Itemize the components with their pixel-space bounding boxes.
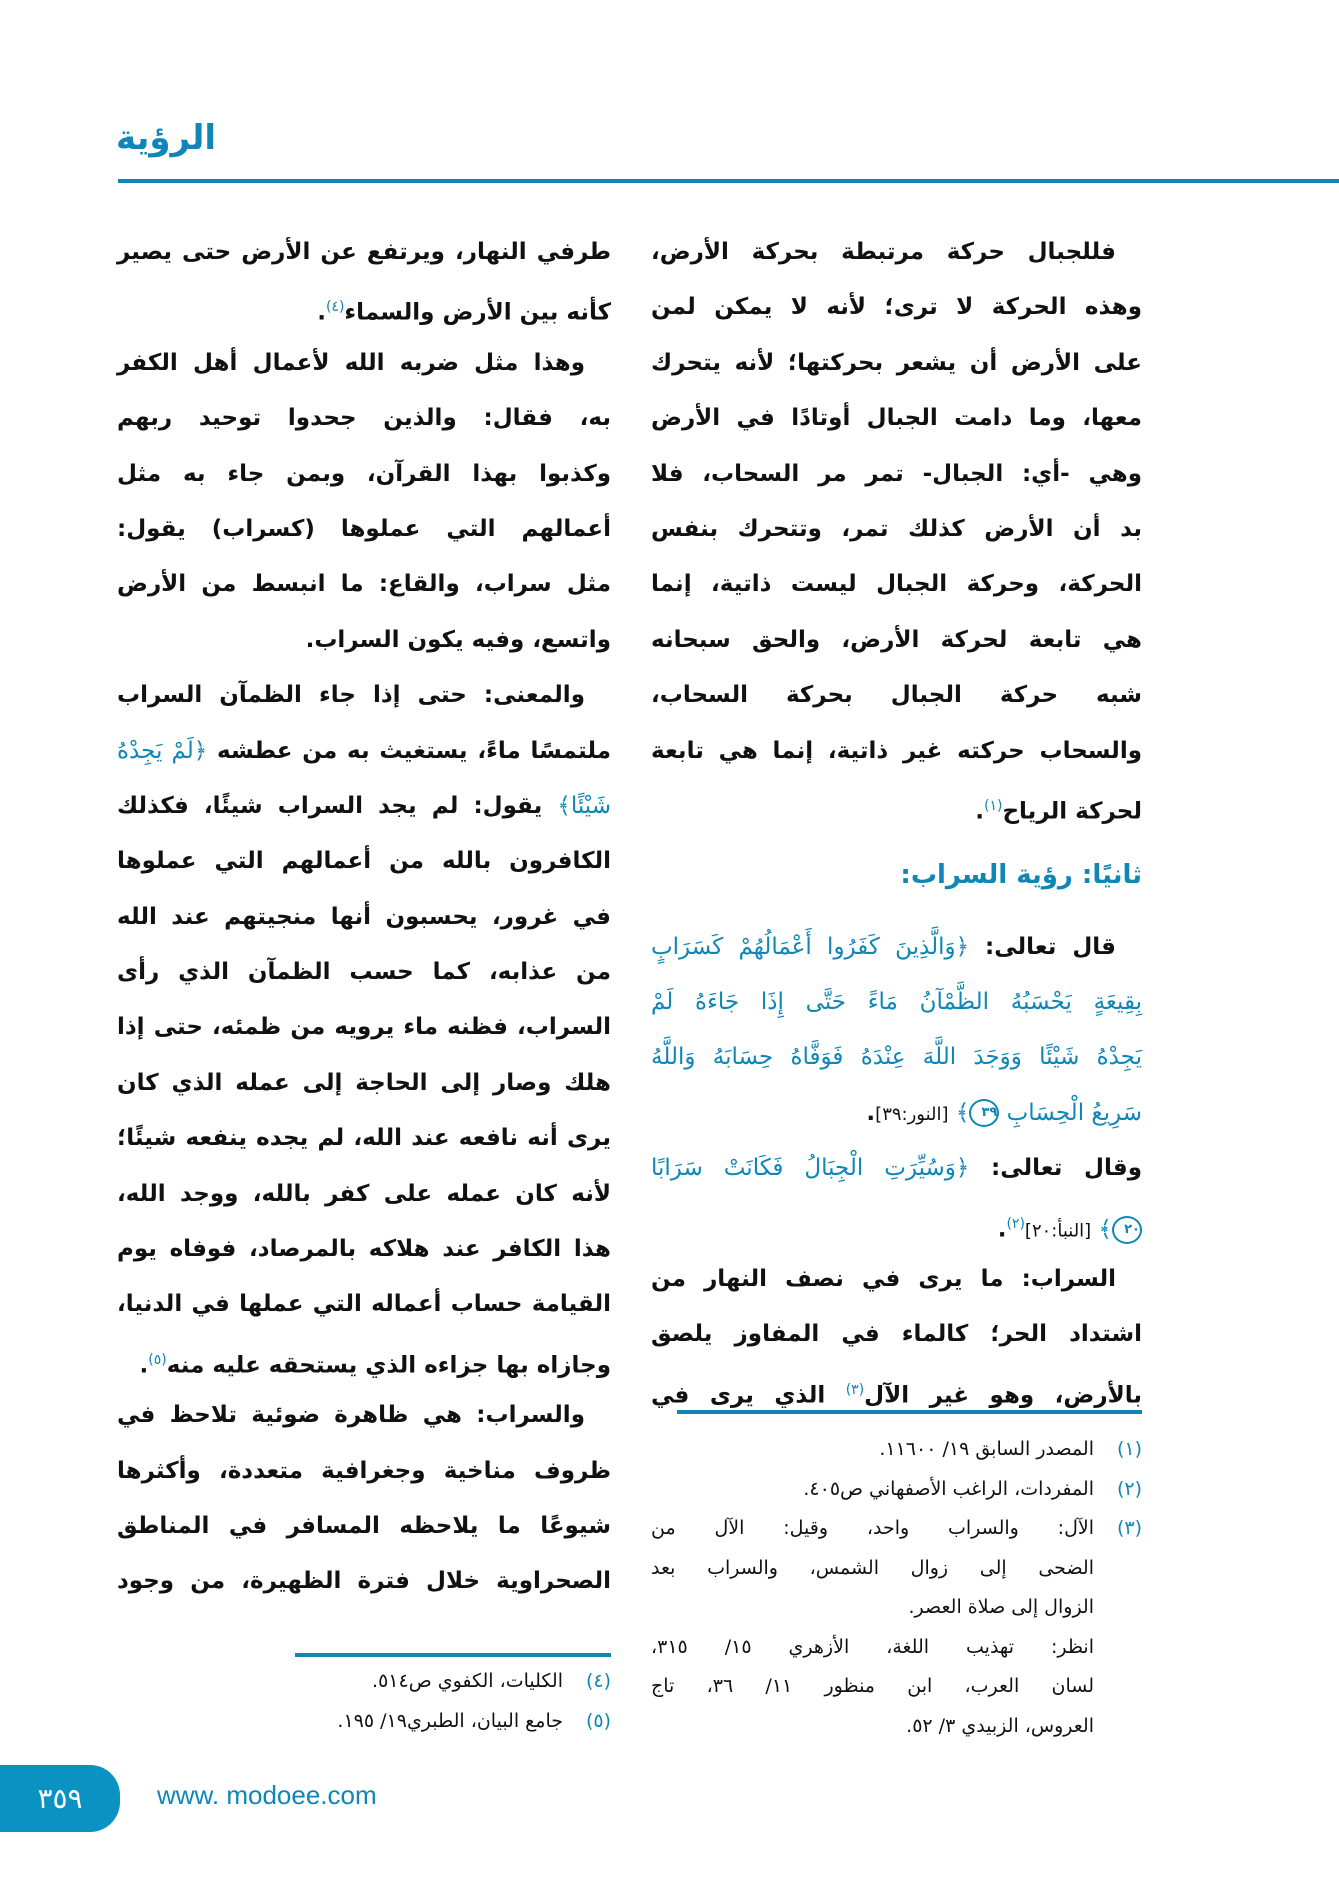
- text-segment: أعمالهم التي عملوها (كسراب) يقول:: [117, 515, 611, 542]
- text-segment: هذا الكافر عند هلاكه بالمرصاد، فوفاه يوم: [117, 1236, 611, 1263]
- text-segment: مثل سراب، والقاع: ما انبسط من الأرض: [117, 571, 611, 598]
- text-segment: وجازاه بها جزاءه الذي يستحقه عليه منه: [166, 1352, 611, 1379]
- footnote-ref[interactable]: (٤): [325, 299, 345, 316]
- text-segment: اشتداد الحر؛ كالماء في المفاوز يلصق: [651, 1321, 1142, 1348]
- page-number: ٣٥٩: [37, 1782, 83, 1815]
- quran-verse: بِقِيعَةٍ يَحْسَبُهُ الظَّمْآنُ مَاءً حَتَّى إِذَا جَاءَهُ لَمْ: [651, 989, 1142, 1016]
- text-segment: وهذا مثل ضربه الله لأعمال أهل الكفر: [117, 349, 585, 376]
- footnotes-left: [117, 1662, 611, 1741]
- text-line: [117, 1111, 611, 1166]
- text-line: [651, 1086, 1142, 1141]
- footnote-ref[interactable]: (١): [984, 797, 1003, 814]
- footnote-separator: [295, 1653, 611, 1657]
- text-segment: واتسع، وفيه يكون السراب.: [305, 626, 611, 653]
- text-line: [117, 1499, 611, 1554]
- text-line: [117, 557, 611, 612]
- text-line: [651, 391, 1142, 446]
- text-segment: وهي -أي: الجبال- تمر مر السحاب، فلا: [651, 460, 1142, 487]
- text-line: [117, 890, 611, 945]
- text-segment: يرى أنه نافعه عند الله، لم يجده ينفعه شيئًا؛: [117, 1125, 611, 1152]
- text-segment: والسحاب حركته غير ذاتية، إنما هي تابعة: [651, 737, 1142, 764]
- text-line: [651, 280, 1142, 335]
- text-line: [651, 779, 1142, 834]
- quran-verse: ﴿لَمْ يَجِدْهُ: [117, 737, 208, 764]
- footnote: [117, 1702, 611, 1742]
- text-line: [117, 1444, 611, 1499]
- text-segment: لحركة الرياح: [1002, 798, 1142, 825]
- text-segment: وقال تعالى:: [969, 1155, 1142, 1182]
- text-line: [651, 447, 1142, 502]
- text-segment: في غرور، يحسبون أنها منجيتهم عند الله: [117, 903, 611, 930]
- text-segment: لأنه كان عمله على كفر بالله، ووجد الله،: [117, 1180, 611, 1207]
- footnote: [117, 1662, 611, 1702]
- text-line: [651, 668, 1142, 723]
- text-segment: بد أن الأرض كذلك تمر، وتتحرك بنفس: [651, 515, 1142, 542]
- website-url[interactable]: www. modoee.com: [157, 1780, 377, 1810]
- footnote-number: (٢): [1116, 1477, 1142, 1500]
- text-line: [651, 557, 1142, 612]
- footnote-text: انظر: تهذيب اللغة، الأزهري ١٥/ ٣١٥،: [651, 1635, 1094, 1658]
- text-line: [117, 502, 611, 557]
- quran-verse: سَرِيعُ الْحِسَابِ: [999, 1099, 1142, 1126]
- text-line: [117, 1056, 611, 1111]
- running-header-title: الرؤية: [116, 118, 217, 158]
- text-line: [651, 613, 1142, 668]
- footnote: [651, 1470, 1142, 1510]
- text-line: [117, 280, 611, 335]
- text-line: [117, 391, 611, 446]
- footnote-number: (٣): [1116, 1517, 1142, 1539]
- verse-reference: [النور:٣٩]: [875, 1103, 949, 1125]
- quran-verse: ﴿وَالَّذِينَ كَفَرُوا أَعْمَالُهُمْ كَسَرَابٍ: [651, 933, 970, 960]
- text-segment: .: [317, 300, 326, 327]
- verse-number-marker: ٣٩: [969, 1099, 999, 1127]
- text-line: [651, 1307, 1142, 1362]
- text-line: [117, 668, 611, 723]
- text-line: [117, 447, 611, 502]
- text-segment: هي تابعة لحركة الأرض، والحق سبحانه: [651, 626, 1142, 653]
- footnote-text: لسان العرب، ابن منظور ١١/ ٣٦، تاج: [651, 1675, 1094, 1697]
- text-line: [117, 336, 611, 391]
- text-line: [117, 834, 611, 889]
- text-segment: يقول: لم يجد السراب شيئًا، فكذلك: [117, 792, 558, 819]
- footnote-text: العروس، الزبيدي ٣/ ٥٢.: [906, 1714, 1094, 1737]
- text-segment: والسراب: هي ظاهرة ضوئية تلاحظ في: [117, 1402, 585, 1429]
- text-line: [117, 1167, 611, 1222]
- footnote-number: (٥): [585, 1709, 611, 1732]
- left-column: [117, 225, 611, 1610]
- text-segment: شيوعًا ما يلاحظه المسافر في المناطق: [117, 1512, 611, 1539]
- footnote: [651, 1430, 1142, 1470]
- text-segment: .: [139, 1352, 149, 1379]
- footnote-text: الضحى إلى زوال الشمس، والسراب بعد: [651, 1556, 1094, 1579]
- text-segment: على الأرض أن يشعر بحركتها؛ لأنه يتحرك: [651, 349, 1142, 376]
- text-line: [651, 1030, 1142, 1085]
- text-line: [651, 920, 1142, 975]
- footnote-text: الزوال إلى صلاة العصر.: [908, 1596, 1094, 1618]
- text-segment: وكذبوا بهذا القرآن، وبمن جاء به مثل: [117, 460, 611, 487]
- text-line: [117, 1388, 611, 1443]
- footnote-number: (٤): [585, 1670, 611, 1692]
- text-segment: السراب: ما يرى في نصف النهار من: [651, 1266, 1116, 1293]
- text-line: [651, 225, 1142, 280]
- text-segment: من عذابه، كما حسب الظمآن الذي رأى: [117, 959, 611, 986]
- text-segment: ملتمسًا ماءً، يستغيث به من عطشه: [207, 737, 611, 764]
- text-segment: كأنه بين الأرض والسماء: [344, 300, 611, 327]
- verse-reference: [النبأ:٢٠]: [1024, 1220, 1092, 1242]
- text-segment: .: [866, 1099, 876, 1126]
- text-line: [117, 1554, 611, 1609]
- text-segment: الصحراوية خلال فترة الظهيرة، من وجود: [117, 1568, 611, 1595]
- text-line: [651, 502, 1142, 557]
- text-segment: وهذه الحركة لا ترى؛ لأنه لا يمكن لمن: [651, 294, 1142, 321]
- text-segment: هلك وصار إلى الحاجة إلى عمله الذي كان: [117, 1069, 611, 1096]
- footnote-ref[interactable]: (٥): [148, 1351, 167, 1368]
- text-line: [117, 225, 611, 280]
- text-segment: القيامة حساب أعماله التي عملها في الدنيا،: [117, 1291, 611, 1318]
- text-segment: شبه حركة الجبال بحركة السحاب،: [651, 682, 1142, 709]
- verse-number-marker: ٢٠: [1112, 1216, 1142, 1244]
- text-segment: بالأرض، وهو غير الآل: [864, 1382, 1142, 1409]
- header-rule: [118, 179, 1339, 183]
- text-segment: الحركة، وحركة الجبال ليست ذاتية، إنما: [651, 571, 1142, 598]
- text-segment: الكافرون بالله من أعمالهم التي عملوها: [117, 848, 611, 875]
- section-heading: [651, 848, 1142, 903]
- text-line: [651, 336, 1142, 391]
- footnote-number: (١): [1116, 1438, 1142, 1460]
- footnote-text: جامع البيان، الطبري١٩/ ١٩٥.: [337, 1709, 563, 1732]
- text-line: [651, 1141, 1142, 1196]
- footnote-ref[interactable]: (٢): [1006, 1215, 1025, 1232]
- text-line: [117, 779, 611, 834]
- text-line: [117, 1222, 611, 1277]
- text-segment: والمعنى: حتى إذا جاء الظمآن السراب: [117, 682, 585, 709]
- footnote: [651, 1509, 1142, 1746]
- text-segment: به، فقال: والذين جحدوا توحيد ربهم: [117, 405, 611, 432]
- right-column: [651, 225, 1142, 1418]
- footnotes-right: [651, 1430, 1142, 1746]
- text-line: [117, 613, 611, 668]
- footnote-text: المفردات، الراغب الأصفهاني ص٤٠٥.: [803, 1477, 1094, 1500]
- text-line: [651, 1252, 1142, 1307]
- text-line: [651, 724, 1142, 779]
- text-segment: طرفي النهار، ويرتفع عن الأرض حتى يصير: [117, 239, 611, 265]
- quran-verse: ﴿وَسُيِّرَتِ الْجِبَالُ فَكَانَتْ سَرَابًا: [651, 1155, 970, 1182]
- quran-verse: شَيْئًا﴾: [557, 792, 611, 819]
- text-segment: .: [997, 1216, 1007, 1243]
- text-segment: الذي يرى في: [651, 1382, 846, 1409]
- text-line: [651, 975, 1142, 1030]
- text-line: [117, 1000, 611, 1055]
- text-segment: ظروف مناخية وجغرافية متعددة، وأكثرها: [117, 1457, 611, 1484]
- text-segment: السراب، فظنه ماء يرويه من ظمئه، حتى إذا: [117, 1014, 611, 1041]
- footnote-separator: [677, 1410, 1142, 1414]
- page-number-badge: [0, 1765, 120, 1832]
- quran-verse: ﴾: [1091, 1216, 1112, 1243]
- footnote-text: المصدر السابق ١٩/ ١١٦٠٠.: [879, 1438, 1094, 1460]
- text-line: [651, 1197, 1142, 1252]
- text-segment: معها، وما دامت الجبال أوتادًا في الأرض: [651, 405, 1142, 432]
- footnote-ref[interactable]: (٣): [845, 1381, 865, 1398]
- quran-verse: ﴾: [948, 1099, 970, 1126]
- text-line: [117, 945, 611, 1000]
- text-line: [117, 1277, 611, 1332]
- text-line: [117, 1333, 611, 1388]
- text-segment: فللجبال حركة مرتبطة بحركة الأرض،: [651, 239, 1116, 265]
- footnote-text: الآل: والسراب واحد، وقيل: الآل من: [651, 1517, 1094, 1539]
- quran-verse: يَجِدْهُ شَيْئًا وَوَجَدَ اللَّهَ عِنْدَهُ فَوَفَّاهُ حِسَابَهُ وَاللَّهُ: [651, 1044, 1142, 1071]
- text-segment: قال تعالى:: [969, 933, 1116, 960]
- text-segment: .: [975, 798, 984, 825]
- text-segment: ثانيًا: رؤية السراب:: [900, 860, 1142, 891]
- text-line: [117, 724, 611, 779]
- footnote-text: الكليات، الكفوي ص٥١٤.: [372, 1670, 563, 1692]
